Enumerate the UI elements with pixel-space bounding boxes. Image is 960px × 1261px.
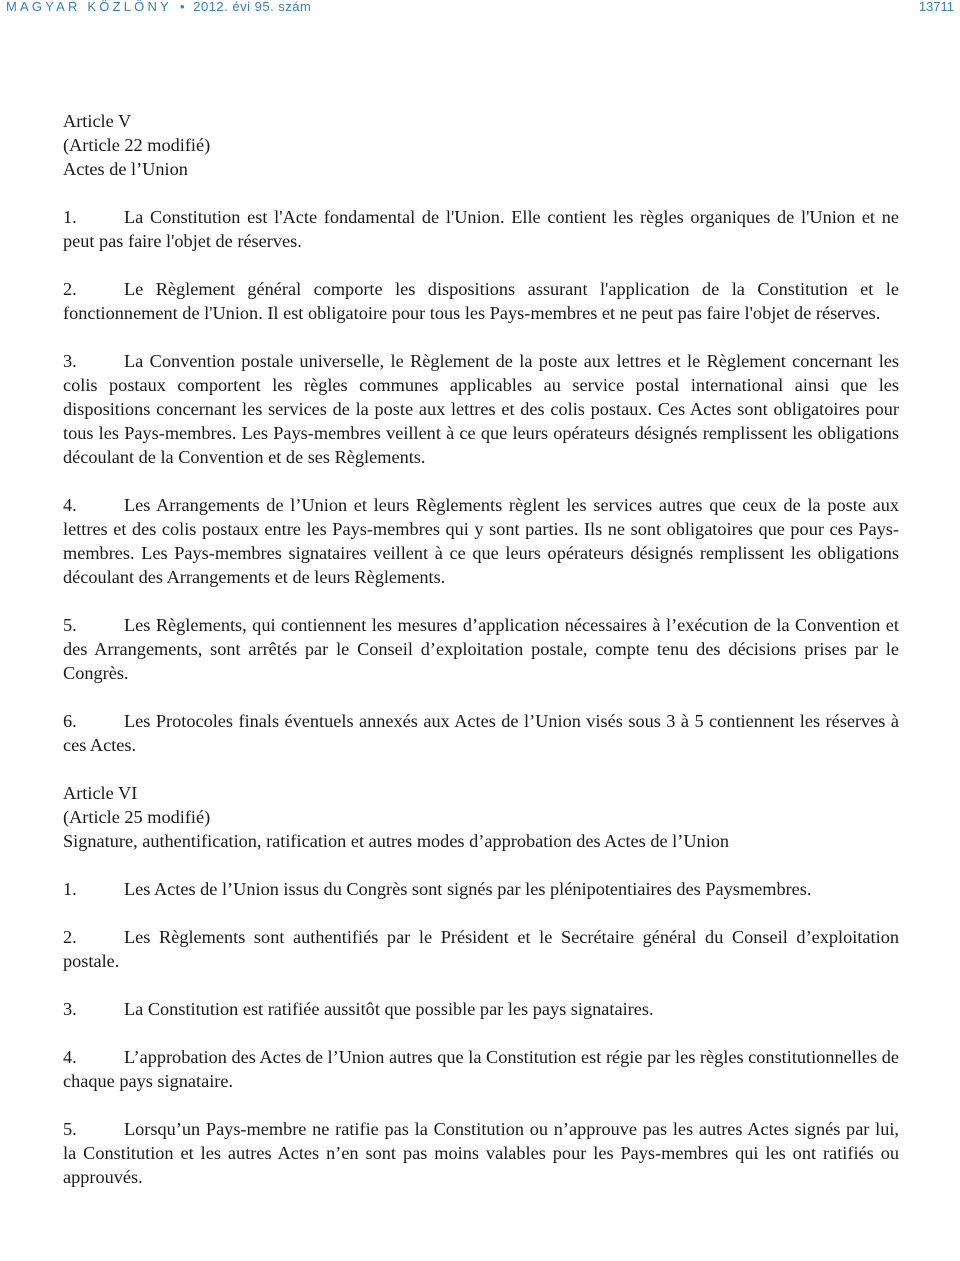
article-vi-paragraph-4 <box>63 1045 899 1093</box>
paragraph-text: L’approbation des Actes de l’Union autres que la Constitution est régie par les règles constitutionnelles de chaque pays signataire. <box>63 1047 899 1091</box>
paragraph-text: La Constitution est ratifiée aussitôt que possible par les pays signataires. <box>124 999 654 1019</box>
paragraph-number: 2. <box>63 927 77 947</box>
article-v-paragraph-4 <box>63 493 899 589</box>
paragraph-number: 3. <box>63 999 77 1019</box>
issue-label: 2012. évi 95. szám <box>193 0 312 14</box>
document-body <box>63 109 899 1189</box>
article-vi-paragraph-2 <box>63 925 899 973</box>
page-number: 13711 <box>918 0 954 14</box>
paragraph-text: Le Règlement général comporte les dispositions assurant l'application de la Constitution et le fonctionnement de l'Union. Il est obligatoire pour tous les Pays-membres et ne peut pas faire l'objet de réserves. <box>63 279 899 323</box>
article-v-paragraph-3 <box>63 349 899 469</box>
paragraph-number: 5. <box>63 1119 77 1139</box>
article-v-paragraph-2 <box>63 277 899 325</box>
article-vi-paragraph-1 <box>63 877 899 901</box>
article-vi-title: Article VI <box>63 783 138 803</box>
article-v-heading-text: Actes de l’Union <box>63 159 188 179</box>
paragraph-text: Les Arrangements de l’Union et leurs Règlements règlent les services autres que ceux de la poste aux lettres et des colis postaux entre les Pays-membres qui y sont parties. Ils ne sont obligatoires que pour ces Pays-membres. Les Pays-membres signataires veillent à ce que leurs opérateurs désignés remplissent les obligations découlant des Arrangements et de leurs Règlements. <box>63 495 899 587</box>
paragraph-text: La Constitution est l'Acte fondamental de l'Union. Elle contient les règles organiques de l'Union et ne peut pas faire l'objet de réserves. <box>63 207 899 251</box>
paragraph-text: Les Protocoles finals éventuels annexés aux Actes de l’Union visés sous 3 à 5 contiennent les réserves à ces Actes. <box>63 711 899 755</box>
paragraph-number: 3. <box>63 351 77 371</box>
paragraph-number: 5. <box>63 615 77 635</box>
paragraph-number: 1. <box>63 207 77 227</box>
page-header <box>0 0 960 14</box>
paragraph-text: Lorsqu’un Pays-membre ne ratifie pas la Constitution ou n’approuve pas les autres Actes signés par lui, la Constitution et les autres Actes n’en sont pas moins valables pour les Pays-membres qui les ont ratifiés ou approuvés. <box>63 1119 899 1187</box>
paragraph-number: 1. <box>63 879 77 899</box>
article-vi-heading-text: Signature, authentification, ratification et autres modes d’approbation des Actes de l’Union <box>63 831 730 851</box>
paragraph-text: Les Actes de l’Union issus du Congrès sont signés par les plénipotentiaires des Paysmembres. <box>124 879 812 899</box>
journal-issue-line <box>6 0 311 14</box>
article-v-section <box>63 109 899 757</box>
article-vi-heading <box>63 781 899 853</box>
paragraph-text: La Convention postale universelle, le Règlement de la poste aux lettres et le Règlement concernant les colis postaux comportent les règles communes applicables au service postal international ainsi que les dispositions concernant les services de la poste aux lettres et des colis postaux. Ces Actes sont obligatoires pour tous les Pays-membres. Les Pays-membres veillent à ce que leurs opérateurs désignés remplissent les obligations découlant de la Convention et de ses Règlements. <box>63 351 899 467</box>
article-vi-section <box>63 781 899 1189</box>
article-vi-paragraph-5 <box>63 1117 899 1189</box>
paragraph-number: 2. <box>63 279 77 299</box>
article-v-paragraph-6 <box>63 709 899 757</box>
paragraph-text: Les Règlements sont authentifiés par le Président et le Secrétaire général du Conseil d’exploitation postale. <box>63 927 899 971</box>
article-v-heading <box>63 109 899 181</box>
paragraph-text: Les Règlements, qui contiennent les mesures d’application nécessaires à l’exécution de la Convention et des Arrangements, sont arrêtés par le Conseil d’exploitation postale, compte tenu des décisions prises par le Congrès. <box>63 615 899 683</box>
article-vi-subtitle: (Article 25 modifié) <box>63 807 211 827</box>
article-vi-paragraph-3 <box>63 997 899 1021</box>
paragraph-number: 4. <box>63 495 77 515</box>
bullet-separator: • <box>180 0 186 14</box>
article-v-paragraph-1 <box>63 205 899 253</box>
article-v-title: Article V <box>63 111 132 131</box>
article-v-subtitle: (Article 22 modifié) <box>63 135 211 155</box>
paragraph-number: 6. <box>63 711 77 731</box>
paragraph-number: 4. <box>63 1047 77 1067</box>
article-v-paragraph-5 <box>63 613 899 685</box>
journal-title: MAGYAR KÖZLÖNY <box>6 0 172 14</box>
